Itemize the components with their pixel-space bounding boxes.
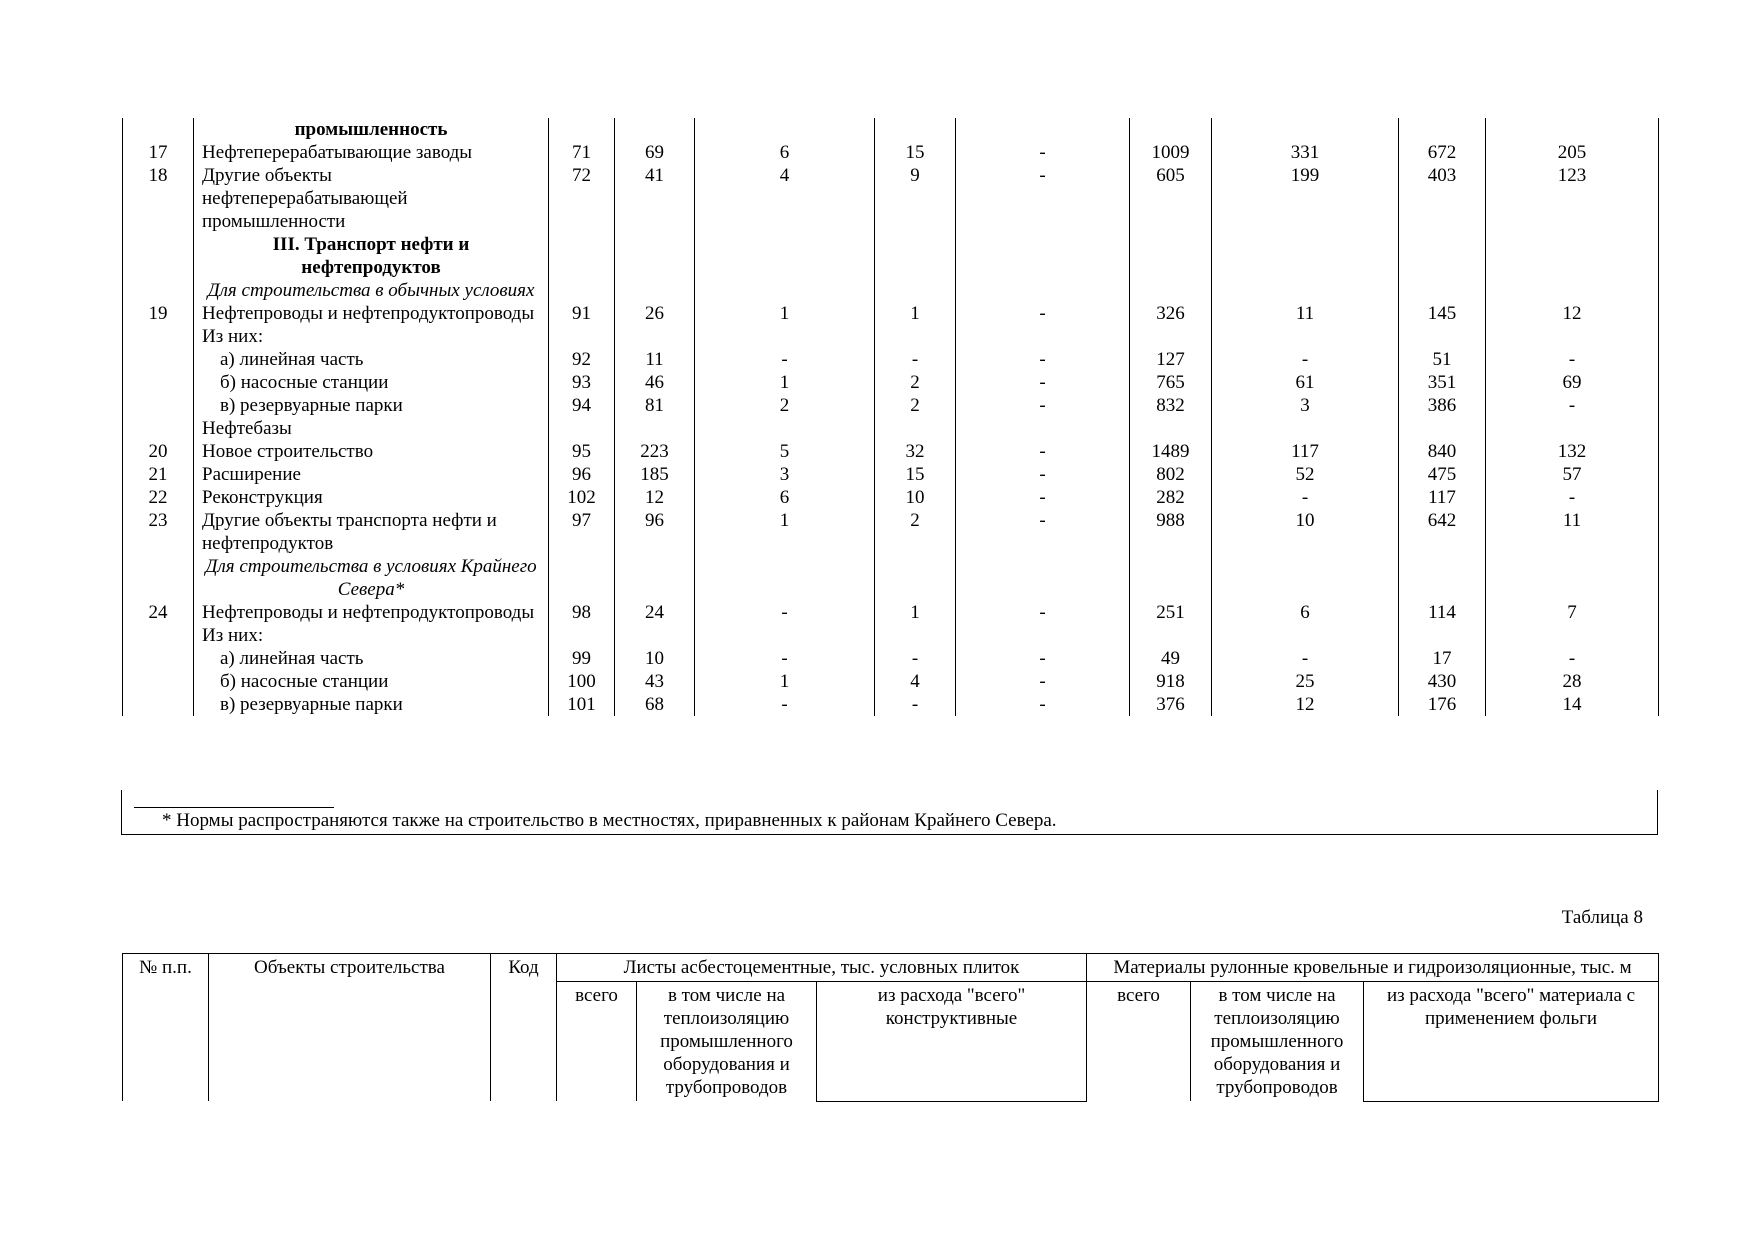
value-cell [956,279,1130,302]
value-cell [875,417,956,440]
table-row [123,302,1659,325]
value-cell: 430 [1399,670,1486,693]
value-cell: 14 [1486,693,1659,716]
row-number [123,279,194,302]
value-cell [956,624,1130,647]
value-cell: 1009 [1130,141,1212,164]
table-row [123,417,1659,440]
object-name: б) насосные станции [194,670,549,693]
subheader-total-rolls: всего [1087,982,1191,1102]
value-cell [1399,555,1486,601]
value-cell: 11 [1212,302,1399,325]
value-cell [1486,624,1659,647]
value-cell: 386 [1399,394,1486,417]
value-cell: 102 [549,486,615,509]
object-name: Новое строительство [194,440,549,463]
value-cell: 28 [1486,670,1659,693]
value-cell: 376 [1130,693,1212,716]
subheader-total-sheets: всего [557,982,637,1102]
value-cell: 11 [615,348,695,371]
value-cell [549,279,615,302]
value-cell: 176 [1399,693,1486,716]
value-cell: 72 [549,164,615,233]
value-cell: - [956,670,1130,693]
table-row [123,279,1659,302]
value-cell [1486,417,1659,440]
value-cell [1130,118,1212,141]
value-cell [1212,233,1399,279]
value-cell: 127 [1130,348,1212,371]
value-cell [695,555,875,601]
value-cell: 642 [1399,509,1486,555]
footnote-box [121,790,1658,835]
value-cell [1212,624,1399,647]
value-cell: 117 [1399,486,1486,509]
value-cell [956,118,1130,141]
object-name: а) линейная часть [194,348,549,371]
value-cell [695,417,875,440]
value-cell: 251 [1130,601,1212,624]
object-name: б) насосные станции [194,371,549,394]
norms-table-continued [122,118,1659,716]
object-name: Реконструкция [194,486,549,509]
value-cell: 1 [875,302,956,325]
object-name: Нефтебазы [194,417,549,440]
value-cell: 96 [615,509,695,555]
row-number [123,693,194,716]
header-number: № п.п. [123,954,209,1102]
object-name: Расширение [194,463,549,486]
value-cell: 1 [875,601,956,624]
value-cell [1399,118,1486,141]
value-cell: 326 [1130,302,1212,325]
value-cell: 605 [1130,164,1212,233]
value-cell: 99 [549,647,615,670]
value-cell: 9 [875,164,956,233]
value-cell [956,417,1130,440]
norms-table-body [123,118,1659,716]
value-cell: 69 [615,141,695,164]
value-cell [1399,624,1486,647]
value-cell [615,233,695,279]
value-cell [615,325,695,348]
value-cell: 117 [1212,440,1399,463]
table-row [123,348,1659,371]
table-row [123,118,1659,141]
value-cell: 25 [1212,670,1399,693]
row-number: 18 [123,164,194,233]
value-cell: - [956,440,1130,463]
table-row [123,394,1659,417]
object-name: в) резервуарные парки [194,693,549,716]
value-cell: 24 [615,601,695,624]
value-cell: 2 [875,509,956,555]
value-cell [1486,325,1659,348]
object-name: Другие объекты нефтеперерабатывающей промышленности [194,164,549,233]
value-cell: 6 [1212,601,1399,624]
value-cell: 832 [1130,394,1212,417]
value-cell: 10 [615,647,695,670]
value-cell: 10 [875,486,956,509]
value-cell: 46 [615,371,695,394]
value-cell: 101 [549,693,615,716]
value-cell: 2 [695,394,875,417]
row-number [123,417,194,440]
value-cell: 43 [615,670,695,693]
header-code: Код [491,954,557,1102]
value-cell: 199 [1212,164,1399,233]
value-cell: 81 [615,394,695,417]
row-number: 17 [123,141,194,164]
value-cell: - [1212,486,1399,509]
value-cell: 132 [1486,440,1659,463]
row-number: 24 [123,601,194,624]
object-name: Другие объекты транспорта нефти и нефтепродуктов [194,509,549,555]
value-cell: 351 [1399,371,1486,394]
row-number: 20 [123,440,194,463]
value-cell: 12 [1486,302,1659,325]
value-cell: 41 [615,164,695,233]
value-cell [956,325,1130,348]
table-row [123,463,1659,486]
object-name: в) резервуарные парки [194,394,549,417]
value-cell: 3 [1212,394,1399,417]
header-objects: Объекты строительства [209,954,491,1102]
subheader-insulation-sheets: в том числе на теплоизоляцию промышленного оборудования и трубопроводов [637,982,817,1102]
value-cell: 100 [549,670,615,693]
table-row [123,141,1659,164]
object-name: Нефтепроводы и нефтепродуктопроводы [194,302,549,325]
row-number: 21 [123,463,194,486]
value-cell: - [1486,394,1659,417]
value-cell [695,325,875,348]
value-cell [875,555,956,601]
value-cell: 11 [1486,509,1659,555]
value-cell: - [956,463,1130,486]
value-cell: 1489 [1130,440,1212,463]
value-cell: - [695,647,875,670]
value-cell [695,118,875,141]
value-cell: - [875,693,956,716]
object-name: Нефтеперерабатывающие заводы [194,141,549,164]
object-name: Для строительства в обычных условиях [194,279,549,302]
value-cell: 1 [695,509,875,555]
value-cell [695,233,875,279]
row-number [123,118,194,141]
value-cell [615,118,695,141]
value-cell [549,325,615,348]
table-row [123,440,1659,463]
table-row [123,509,1659,555]
value-cell: 12 [615,486,695,509]
value-cell: 918 [1130,670,1212,693]
value-cell: 1 [695,302,875,325]
value-cell: 1 [695,371,875,394]
row-number [123,371,194,394]
value-cell: 145 [1399,302,1486,325]
value-cell: 185 [615,463,695,486]
value-cell: 4 [695,164,875,233]
value-cell: - [1486,486,1659,509]
object-name: а) линейная часть [194,647,549,670]
value-cell [1130,325,1212,348]
header-roll-materials: Материалы рулонные кровельные и гидроизоляционные, тыс. м [1087,954,1659,982]
value-cell: 12 [1212,693,1399,716]
value-cell: 765 [1130,371,1212,394]
table-row [123,624,1659,647]
object-name: Нефтепроводы и нефтепродуктопроводы [194,601,549,624]
subheader-foil: из расхода "всего" материала с применением фольги [1364,982,1659,1102]
value-cell: - [875,647,956,670]
value-cell: - [956,693,1130,716]
value-cell: 57 [1486,463,1659,486]
value-cell [615,417,695,440]
value-cell: 840 [1399,440,1486,463]
value-cell: 51 [1399,348,1486,371]
row-number [123,394,194,417]
value-cell: - [956,394,1130,417]
value-cell: 2 [875,371,956,394]
subheader-constructive: из расхода "всего" конструктивные [817,982,1087,1102]
object-name: промышленность [194,118,549,141]
value-cell: 10 [1212,509,1399,555]
value-cell [549,624,615,647]
value-cell: 403 [1399,164,1486,233]
value-cell [615,624,695,647]
footnote-separator [134,807,334,808]
row-number [123,348,194,371]
value-cell: 331 [1212,141,1399,164]
value-cell: - [695,601,875,624]
value-cell [1130,624,1212,647]
value-cell: - [956,509,1130,555]
value-cell [875,233,956,279]
value-cell: 96 [549,463,615,486]
value-cell: 988 [1130,509,1212,555]
table-row [123,693,1659,716]
value-cell: - [956,486,1130,509]
value-cell: 6 [695,141,875,164]
table-row [123,371,1659,394]
value-cell [875,325,956,348]
value-cell: 1 [695,670,875,693]
value-cell: 97 [549,509,615,555]
table-8-caption: Таблица 8 [1561,907,1643,928]
value-cell: 123 [1486,164,1659,233]
value-cell: 61 [1212,371,1399,394]
value-cell [1486,555,1659,601]
value-cell: - [956,348,1130,371]
value-cell [615,279,695,302]
table-8-header-row [123,954,1659,982]
value-cell: 5 [695,440,875,463]
value-cell: 4 [875,670,956,693]
value-cell: 52 [1212,463,1399,486]
table-8 [122,953,1659,1102]
row-number: 19 [123,302,194,325]
value-cell [875,624,956,647]
value-cell: - [1486,348,1659,371]
value-cell [875,118,956,141]
value-cell [1130,279,1212,302]
row-number [123,233,194,279]
value-cell: 26 [615,302,695,325]
value-cell: - [875,348,956,371]
row-number [123,647,194,670]
value-cell [875,279,956,302]
value-cell [549,555,615,601]
object-name: III. Транспорт нефти и нефтепродуктов [194,233,549,279]
value-cell [1212,118,1399,141]
value-cell: - [956,141,1130,164]
value-cell: 672 [1399,141,1486,164]
value-cell: 3 [695,463,875,486]
value-cell: 114 [1399,601,1486,624]
value-cell [1399,233,1486,279]
value-cell: 7 [1486,601,1659,624]
value-cell [1212,325,1399,348]
value-cell: 17 [1399,647,1486,670]
value-cell: 802 [1130,463,1212,486]
value-cell: - [1486,647,1659,670]
value-cell [1399,417,1486,440]
row-number: 22 [123,486,194,509]
value-cell: - [956,164,1130,233]
value-cell [549,118,615,141]
value-cell: 32 [875,440,956,463]
value-cell [1130,417,1212,440]
row-number [123,325,194,348]
value-cell [1130,555,1212,601]
value-cell [695,624,875,647]
value-cell [1486,279,1659,302]
value-cell: - [1212,348,1399,371]
table-row [123,325,1659,348]
value-cell [956,233,1130,279]
value-cell: 15 [875,141,956,164]
value-cell: 223 [615,440,695,463]
value-cell: 475 [1399,463,1486,486]
value-cell: - [956,302,1130,325]
object-name: Для строительства в условиях Крайнего Севера* [194,555,549,601]
table-row [123,647,1659,670]
value-cell: 15 [875,463,956,486]
value-cell: - [956,371,1130,394]
table-row [123,555,1659,601]
value-cell: - [695,348,875,371]
value-cell: 205 [1486,141,1659,164]
value-cell: 71 [549,141,615,164]
value-cell [549,417,615,440]
header-asbestos-sheets: Листы асбестоцементные, тыс. условных плиток [557,954,1087,982]
value-cell: 91 [549,302,615,325]
value-cell: 92 [549,348,615,371]
value-cell [1486,233,1659,279]
value-cell: - [695,693,875,716]
subheader-insulation-rolls: в том числе на теплоизоляцию промышленного оборудования и трубопроводов [1191,982,1364,1102]
row-number: 23 [123,509,194,555]
value-cell: 93 [549,371,615,394]
value-cell [1212,279,1399,302]
value-cell: 98 [549,601,615,624]
table-row [123,233,1659,279]
value-cell [1486,118,1659,141]
table-row [123,670,1659,693]
value-cell [1399,325,1486,348]
row-number [123,555,194,601]
value-cell: 6 [695,486,875,509]
value-cell: 68 [615,693,695,716]
value-cell [1399,279,1486,302]
object-name: Из них: [194,624,549,647]
value-cell: - [956,647,1130,670]
value-cell: 2 [875,394,956,417]
value-cell [1130,233,1212,279]
table-row [123,486,1659,509]
table-row [123,164,1659,233]
value-cell: 282 [1130,486,1212,509]
object-name: Из них: [194,325,549,348]
value-cell: 69 [1486,371,1659,394]
value-cell: 94 [549,394,615,417]
footnote-text: * Нормы распространяются также на строительство в местностях, приравненных к районам Крайнего Севера. [162,810,1057,831]
value-cell [549,233,615,279]
value-cell: 95 [549,440,615,463]
table-row [123,601,1659,624]
value-cell: - [1212,647,1399,670]
row-number [123,624,194,647]
value-cell: 49 [1130,647,1212,670]
value-cell [695,279,875,302]
value-cell [1212,417,1399,440]
value-cell [956,555,1130,601]
row-number [123,670,194,693]
value-cell [615,555,695,601]
value-cell: - [956,601,1130,624]
value-cell [1212,555,1399,601]
